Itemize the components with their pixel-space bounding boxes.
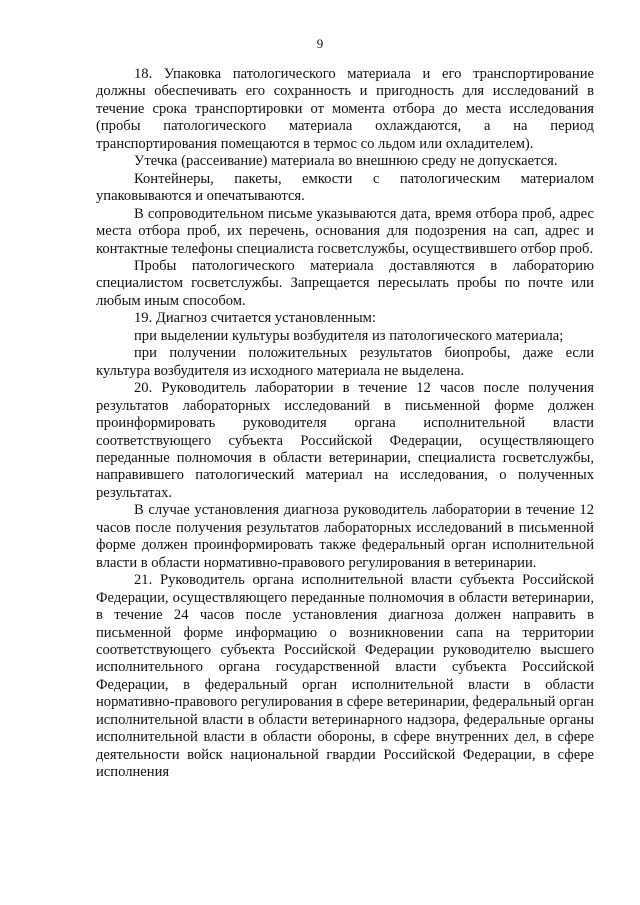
paragraph-delivery: Пробы патологического материала доставляются в лабораторию специалистом госветслужбы. Запрещается пересылать пробы по почте или любым иным способом.: [96, 257, 594, 309]
paragraph-culture: при выделении культуры возбудителя из патологического материала;: [134, 327, 564, 344]
paragraph-20-lab-head: 20. Руководитель лаборатории в течение 12 часов после получения результатов лабораторных исследований в письменной форме должен проинформировать руководителя органа исполнительной власти соответствующего субъекта Российской Федерации, осуществляющего переданные полномочия в области ветеринарии, специалиста госветслужбы, направившего патологический материал на исследования, о полученных результатах.: [96, 380, 594, 501]
paragraph-21-authority: 21. Руководитель органа исполнительной власти субъекта Российской Федерации, осуществляющего переданные полномочия в области ветеринарии, в течение 24 часов после установления диагноза должен направить в письменной форме информацию о возникновении сапа на территории соответствующего субъекта Российской Федерации руководителю высшего исполнительного органа государственной власти субъекта Российской Федерации, в федеральный орган исполнительной власти в области нормативно-правового регулирования в сфере ветеринарии, федеральный орган исполнительной власти в области ветеринарного надзора, федеральные органы исполнительной власти в области обороны, в сфере внутренних дел, в сфере деятельности войск национальной гвардии Российской Федерации, в сфере исполнения: [96, 572, 594, 781]
paragraph-diagnosis-notice: В случае установления диагноза руководитель лаборатории в течение 12 часов после получения результатов лабораторных исследований в письменной форме должен проинформировать также федеральный орган исполнительной власти в области нормативно-правового регулирования в ветеринарии.: [96, 502, 594, 571]
paragraph-19-diagnosis: 19. Диагноз считается установленным:: [134, 310, 376, 327]
paragraph-bioassay: при получении положительных результатов биопробы, даже если культура возбудителя из исходного материала не выделена.: [96, 345, 594, 379]
page-number: 9: [316, 36, 324, 51]
paragraph-containers: Контейнеры, пакеты, емкости с патологическим материалом упаковываются и опечатываются.: [96, 170, 594, 205]
paragraph-cover-letter: В сопроводительном письме указываются дата, время отбора проб, адрес места отбора проб, их перечень, основания для подозрения на сап, адрес и контактные телефоны специалиста госветслужбы, осуществившего отбор проб.: [96, 205, 594, 257]
paragraph-leakage: Утечка (рассеивание) материала во внешнюю среду не допускается.: [134, 153, 558, 170]
document-body: [96, 66, 594, 782]
paragraph-18-packaging: 18. Упаковка патологического материала и его транспортирование должны обеспечивать его сохранность и пригодность для исследований в течение срока транспортировки от момента отбора до места исследования (пробы патологического материала охлаждаются, а на период транспортирования помещаются в термос со льдом или охладителем).: [96, 66, 594, 152]
